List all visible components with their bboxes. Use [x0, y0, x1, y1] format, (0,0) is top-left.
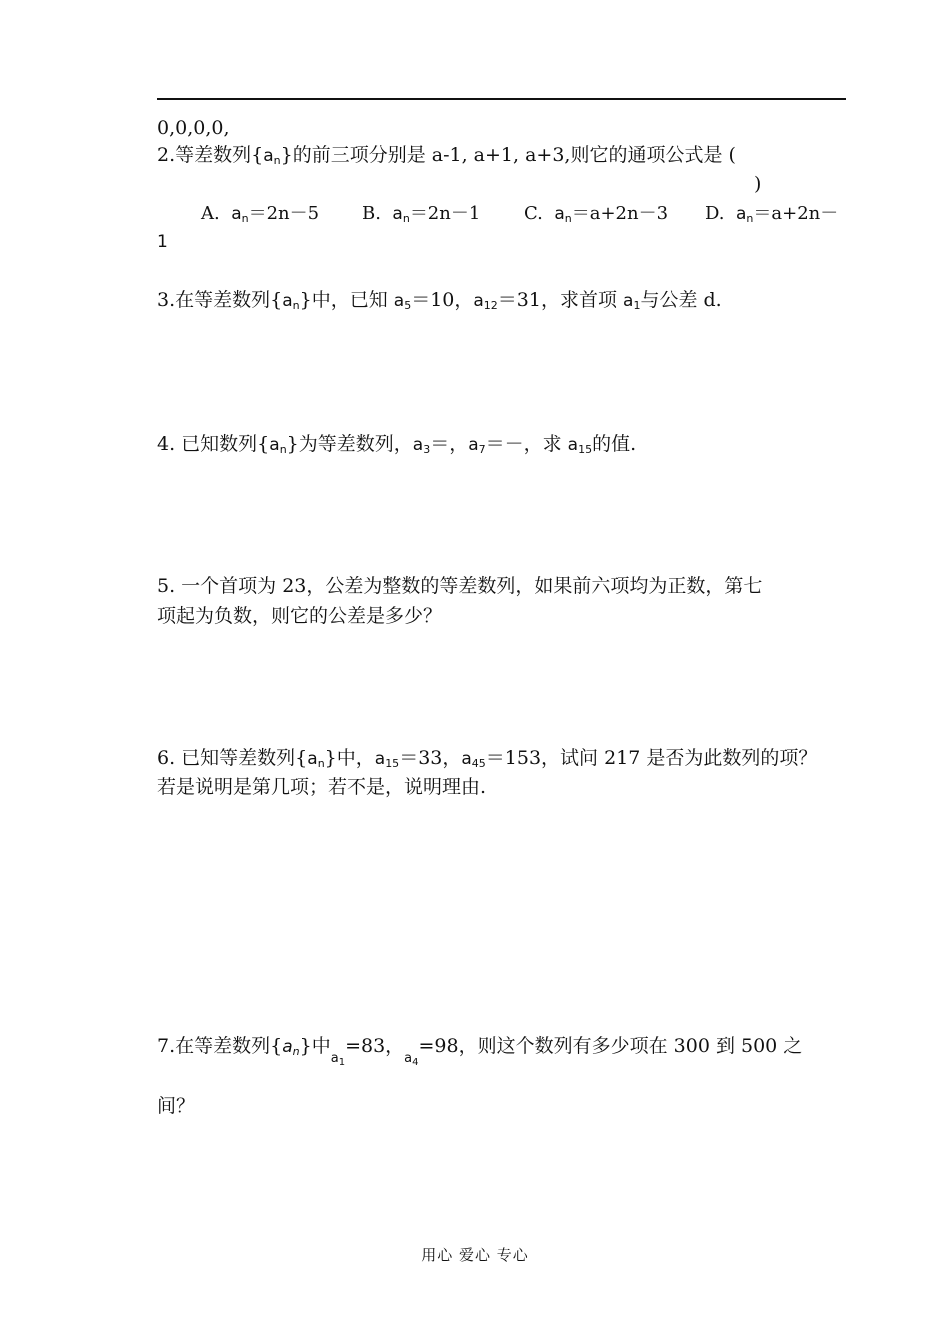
option-a: A. $a_n=2n-5$ [201, 203, 320, 225]
header-line: 0,0,0,0, [157, 117, 230, 139]
question-2-text: 2.等差数列$\{a_n\}$的前三项分别是 a-1, a+1, a+3,则它的通项公式是 ( [157, 144, 736, 167]
question-5-line-1: 5. 一个首项为 23，公差为整数的等差数列，如果前六项均为正数，第七 [157, 575, 763, 597]
option-b: B. $a_n=2n-1$ [362, 203, 481, 225]
question-3-text: 3.在等差数列$\{a_n\}$中，已知 $a_5=10$，$a_{12}=31$，求首项 $a_1$与公差 d. [157, 289, 722, 312]
question-5-line-2: 项起为负数，则它的公差是多少？ [157, 605, 443, 627]
question-6-text: 6. 已知等差数列$\{a_n\}$中，$a_{15}=33$，$a_{45}=153$，试问 217 是否为此数列的项？ [157, 747, 818, 770]
question-7-line-2: 间？ [157, 1095, 196, 1117]
question-4-text: 4. 已知数列$\{a_n\}$为等差数列，$a_3=$，$a_7=-$，求 $a_{15}$的值. [157, 433, 637, 456]
option-d: D. $a_n=a+2n-$ [705, 203, 839, 225]
option-d-wrap: 1 [157, 232, 168, 252]
option-c: C. $a_n=a+2n-3$ [524, 203, 669, 225]
question-6-line-2: 若是说明是第几项；若不是，说明理由. [157, 776, 487, 798]
header-rule [157, 98, 846, 100]
page-footer: 用心 爱心 专心 [421, 1246, 529, 1264]
question-2-close-paren: ) [754, 173, 762, 195]
question-7-text: 7.在等差数列$\{a_n\}$中$_{a_1}$=83，$_{a_4}$=98，则这个数列有多少项在 300 到 500 之 [157, 1035, 803, 1068]
